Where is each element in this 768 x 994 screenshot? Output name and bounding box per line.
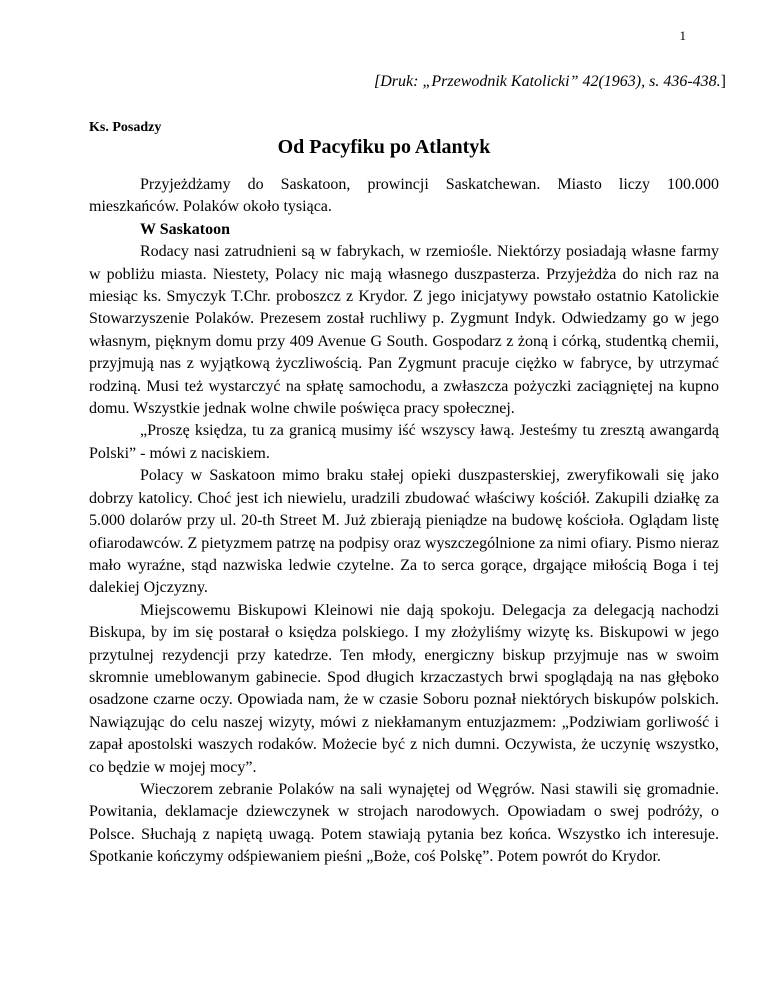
- article-body: [89, 174, 719, 869]
- paragraph-5: Miejscowemu Biskupowi Kleinowi nie dają spokoju. Delegacja za delegacją nachodzi Biskupa, by im się postarał o księdza polskiego. I my złożyliśmy wizytę ks. Biskupowi w jego przytulnej rezydencji przy katedrze. Ten młody, energiczny biskup przyjmuje nas w swoim skromnie umeblowanym gabinecie. Spod długich krzaczastych brwi spoglądają na nas głęboko osadzone czarne oczy. Opowiada nam, że w czasie Soboru poznał niektórych biskupów polskich. Nawiązując do celu naszej wizyty, mówi z niekłamanym entuzjazmem: „Podziwiam gorliwość i zapał apostolski waszych rodaków. Możecie być z nich dumni. Oczywista, że uczynię wszystko, co będzie w mojej mocy”.: [89, 601, 719, 776]
- page-number: 1: [679, 28, 686, 43]
- source-citation-text: Druk: „Przewodnik Katolicki” 42(1963), s. 436-438.: [380, 73, 721, 90]
- article-title: Od Pacyfiku po Atlantyk: [277, 136, 491, 158]
- paragraph-1: Przyjeżdżamy do Saskatoon, prowincji Saskatchewan. Miasto liczy 100.000 mieszkańców. Polaków około tysiąca.: [89, 176, 719, 216]
- section-heading-saskatoon: W Saskatoon: [140, 220, 230, 238]
- source-close-bracket: ]: [720, 73, 726, 90]
- source-open-bracket: [: [374, 73, 381, 90]
- paragraph-3: „Proszę księdza, tu za granicą musimy iść wszyscy ławą. Jesteśmy tu zresztą awangardą Polski” - mówi z naciskiem.: [89, 422, 719, 462]
- author: Ks. Posadzy: [89, 120, 162, 135]
- paragraph-4: Polacy w Saskatoon mimo braku stałej opieki duszpasterskiej, zweryfikowali się jako dobrzy katolicy. Choć jest ich niewielu, uradzili zbudować właściwy kościół. Zakupili działkę za 5.000 dolarów przy ul. 20-th Street M. Już zbierają pieniądze na budowę kościoła. Oglądam listę ofiarodawców. Z pietyzmem patrzę na podpisy oraz wyszczególnione za nimi ofiary. Pismo nieraz mało wyraźne, stąd nazwiska ledwie czytelne. Za to serca gorące, drgające miłością Boga i tej dalekiej Ojczyzny.: [89, 467, 719, 597]
- paragraph-2: Rodacy nasi zatrudnieni są w fabrykach, w rzemiośle. Niektórzy posiadają własne farmy w pobliżu miasta. Niestety, Polacy nic mają własnego duszpasterza. Przyjeżdża do nich raz na miesiąc ks. Smyczyk T.Chr. proboszcz z Krydor. Z jego inicjatywy powstało ostatnio Katolickie Stowarzyszenie Polaków. Prezesem został ruchliwy p. Zygmunt Indyk. Odwiedzamy go w jego własnym, pięknym domu przy 409 Avenue G South. Gospodarz z żoną i córką, studentką chemii, przyjmują nas z wyjątkową życzliwością. Pan Zygmunt pracuje ciężko w fabryce, by utrzymać rodziną. Musi też wystarczyć na spłatę samochodu, a zwłaszcza pożyczki zaciągniętej na kupno domu. Wszystkie jednak wolne chwile poświęca pracy społecznej.: [89, 243, 719, 418]
- source-citation: [374, 73, 726, 91]
- paragraph-6: Wieczorem zebranie Polaków na sali wynajętej od Węgrów. Nasi stawili się gromadnie. Powitania, deklamacje dziewczynek w strojach narodowych. Opowiadam o swej podróży, o Polsce. Słuchają z napiętą uwagą. Potem stawiają pytania bez końca. Wszystko ich interesuje. Spotkanie kończymy odśpiewaniem pieśni „Boże, coś Polskę”. Potem powrót do Krydor.: [89, 780, 719, 866]
